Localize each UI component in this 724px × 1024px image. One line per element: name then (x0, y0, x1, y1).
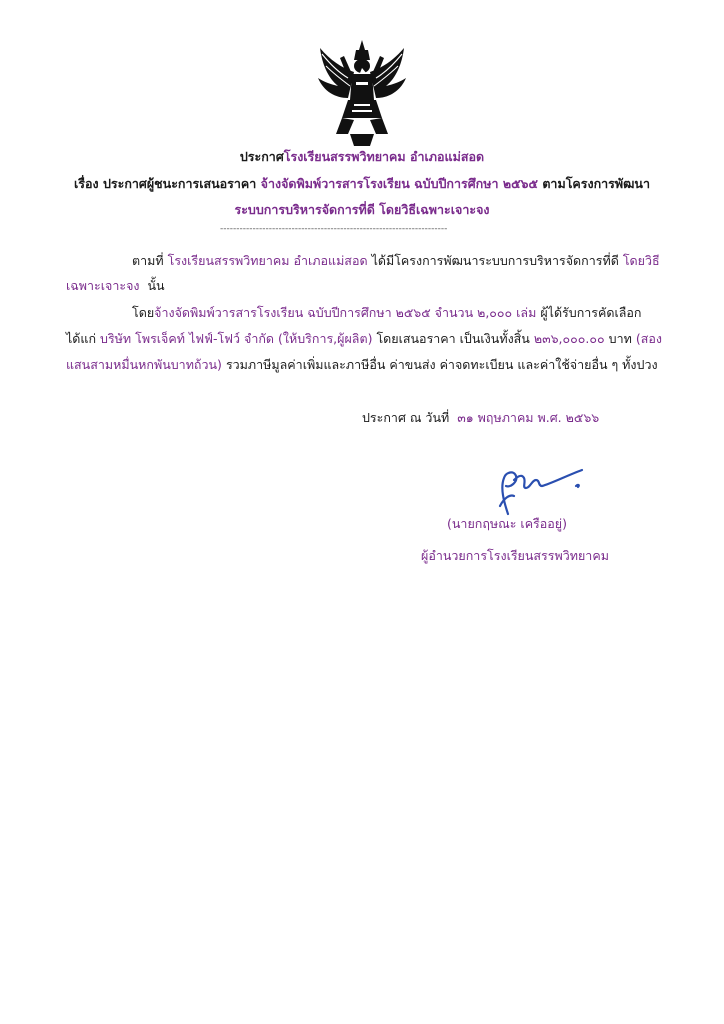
announcement-date (362, 408, 599, 428)
subject-line-1 (0, 174, 724, 194)
paragraph-1-line-1 (132, 248, 660, 273)
signer-position: ผู้อำนวยการโรงเรียนสรรพวิทยาคม (421, 548, 609, 563)
p2-unit: บาท (608, 331, 632, 346)
announcement-title (0, 147, 724, 167)
p2-prefix: โดย (132, 305, 155, 320)
p2-company: บริษัท โพรเจ็คท์ ไฟฟ์-โฟว์ จำกัด (ให้บริการ,ผู้ผลิต) (100, 331, 373, 346)
divider: ---------------------------------------------------------------------- (220, 224, 448, 234)
paragraph-2-line-2 (66, 326, 662, 351)
garuda-emblem-icon (312, 38, 412, 148)
subject-project: จ้างจัดพิมพ์วารสารโรงเรียน ฉบับปีการศึกษา ๒๕๖๕ (260, 176, 538, 191)
p2-price-label: โดยเสนอราคา เป็นเงินทั้งสิ้น (376, 331, 530, 346)
signer-name: (นายกฤษณะ เครืออยู่) (447, 516, 567, 531)
p2-amount-words-2: แสนสามหมื่นหกพันบาทถ้วน) (66, 357, 222, 372)
paragraph-1-line-2 (66, 273, 165, 298)
subject-label: เรื่อง ประกาศผู้ชนะการเสนอราคา (74, 176, 257, 191)
date-label: ประกาศ ณ วันที่ (362, 410, 450, 425)
title-organization: โรงเรียนสรรพวิทยาคม อำเภอแม่สอด (283, 149, 485, 164)
p1-organization: โรงเรียนสรรพวิทยาคม อำเภอแม่สอด (167, 253, 368, 268)
p2-amount-words-1: (สอง (635, 331, 662, 346)
paragraph-2-line-1 (132, 300, 642, 325)
date-value: ๓๑ พฤษภาคม พ.ศ. ๒๕๖๖ (457, 410, 600, 425)
p2-tail: ผู้ได้รับการคัดเลือก (540, 305, 642, 320)
p2-winner-label: ได้แก่ (66, 331, 97, 346)
title-prefix: ประกาศ (239, 149, 284, 164)
p2-amount: ๒๓๖,๐๐๐.๐๐ (533, 331, 605, 346)
p1-middle: ได้มีโครงการพัฒนาระบบการบริหารจัดการที่ดี (371, 253, 619, 268)
p1-prefix: ตามที่ (132, 253, 164, 268)
paragraph-2-line-3 (66, 352, 658, 377)
subject-tail: ตามโครงการพัฒนา (542, 176, 650, 191)
p2-tax-note: รวมภาษีมูลค่าเพิ่มและภาษีอื่น ค่าขนส่ง ค่าจดทะเบียน และค่าใช้จ่ายอื่น ๆ ทั้งปวง (225, 357, 658, 372)
p2-project: จ้างจัดพิมพ์วารสารโรงเรียน ฉบับปีการศึกษา ๒๕๖๕ จำนวน ๒,๐๐๐ เล่ม (154, 305, 537, 320)
handwritten-signature (470, 458, 590, 516)
p1-method: โดยวิธี (622, 253, 660, 268)
p1-method-cont: เฉพาะเจาะจง (66, 278, 140, 293)
p1-tail: นั้น (147, 278, 165, 293)
subject-line-2: ระบบการบริหารจัดการที่ดี โดยวิธีเฉพาะเจาะจง (234, 202, 490, 217)
